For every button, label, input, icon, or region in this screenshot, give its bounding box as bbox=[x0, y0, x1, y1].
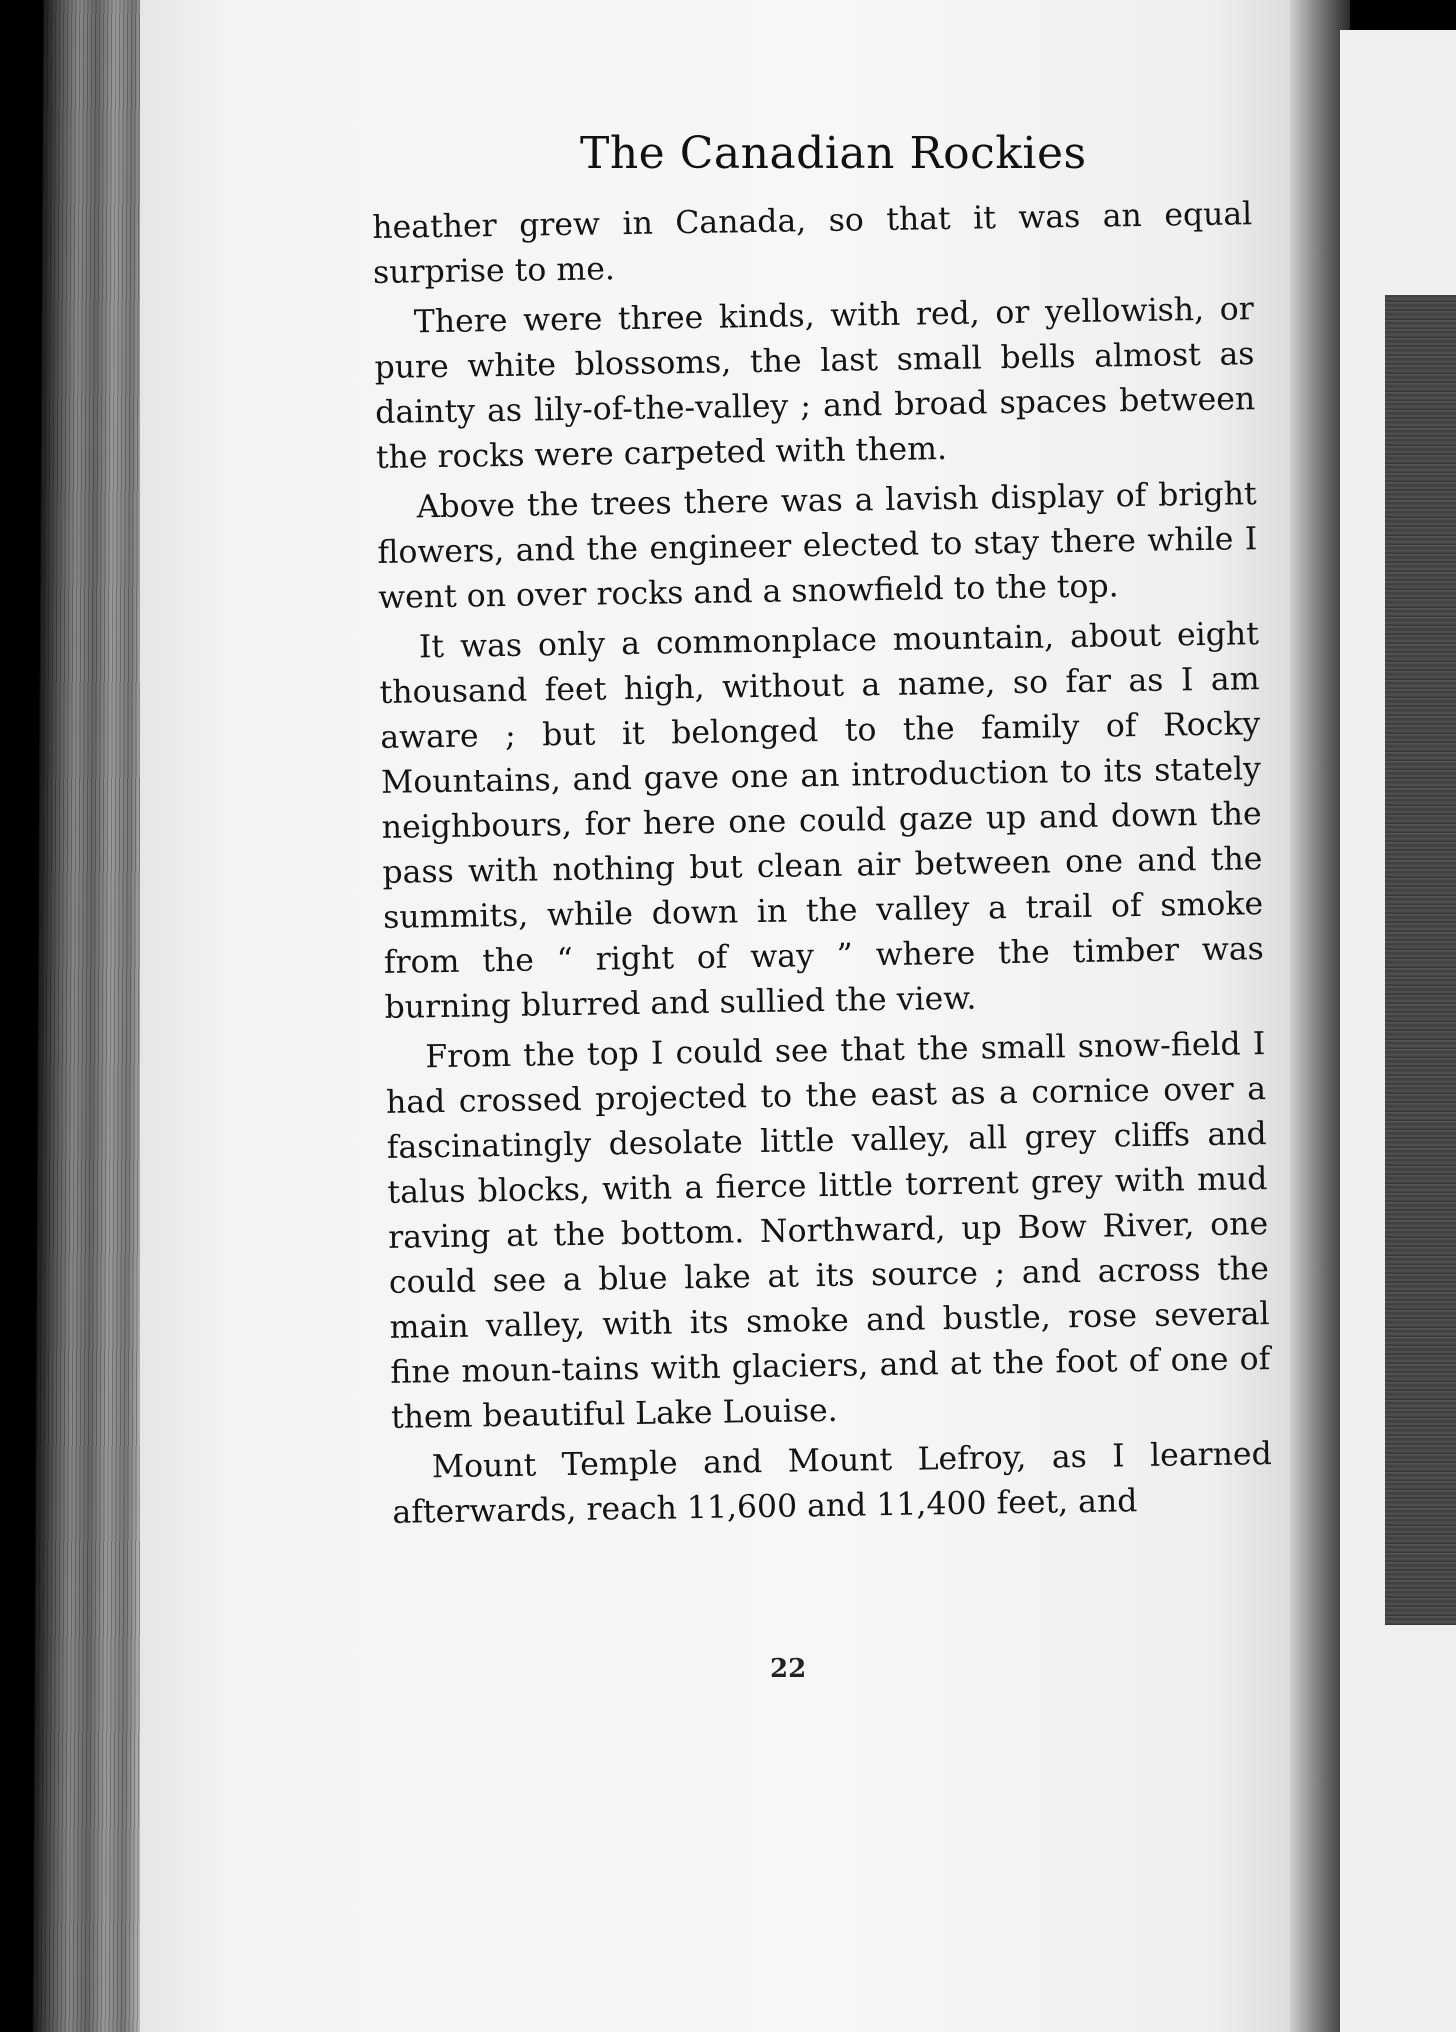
paragraph: There were three kinds, with red, or yellowish, or pure white blossoms, the last small bells almost as dainty as lily-of-the-valley ; and broad spaces between the rocks were carpeted with them. bbox=[374, 291, 1256, 476]
paragraph: Mount Temple and Mount Lefroy, as I learned afterwards, reach 11,600 and 11,400 feet, and bbox=[392, 1436, 1272, 1531]
facing-plate-image bbox=[1385, 295, 1456, 1625]
paragraph: Above the trees there was a lavish display of bright flowers, and the engineer elected to stay there while I went on over rocks and a snowfield to the top. bbox=[377, 476, 1258, 616]
running-head: The Canadian Rockies bbox=[580, 128, 1087, 179]
body-text bbox=[372, 192, 1273, 1541]
paragraph: It was only a commonplace mountain, about eight thousand feet high, without a name, so far as I am aware ; but it belonged to the family of Rocky Mountains, and gave one an introduction to its stately neighbours, for here one could gaze up and down the pass with nothing but clean air between one and the summits, while down in the valley a trail of smoke from the “ right of way ” where the timber was burning blurred and sullied the view. bbox=[379, 616, 1265, 1026]
page-number: 22 bbox=[770, 1654, 807, 1684]
paragraph: heather grew in Canada, so that it was an equal surprise to me. bbox=[372, 196, 1253, 291]
paragraph: From the top I could see that the small snow-field I had crossed projected to the east as a cornice over a fascinatingly desolate little valley, all grey cliffs and talus blocks, with a fierce little torrent grey with mud raving at the bottom. Northward, up Bow River, one could see a blue lake at its source ; and across the main valley, with its smoke and bustle, rose several fine moun-tains with glaciers, and at the foot of one of them beautiful Lake Louise. bbox=[385, 1026, 1271, 1436]
